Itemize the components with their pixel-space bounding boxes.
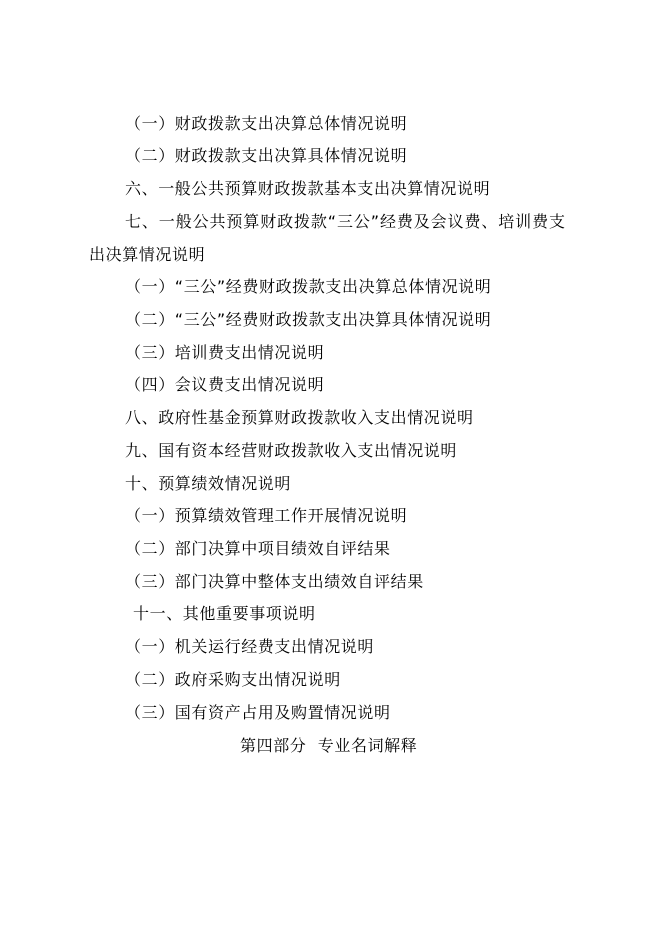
toc-item: 七、一般公共预算财政拨款“三公”经费及会议费、培训费支 <box>125 212 566 231</box>
toc-item: （三）部门决算中整体支出绩效自评结果 <box>125 572 424 591</box>
toc-item: 九、国有资本经营财政拨款收入支出情况说明 <box>125 441 458 460</box>
toc-item: （二）财政拨款支出决算具体情况说明 <box>125 146 408 165</box>
toc-item-continuation: 出决算情况说明 <box>89 245 206 264</box>
toc-item: （二）“三公”经费财政拨款支出决算具体情况说明 <box>125 310 492 329</box>
toc-item: （三）培训费支出情况说明 <box>125 343 325 362</box>
toc-item: （一）预算绩效管理工作开展情况说明 <box>125 506 408 525</box>
toc-item: 八、政府性基金预算财政拨款收入支出情况说明 <box>125 408 474 427</box>
toc-item: 六、一般公共预算财政拨款基本支出决算情况说明 <box>125 179 491 198</box>
toc-item: 十、预算绩效情况说明 <box>125 474 292 493</box>
toc-item: （三）国有资产占用及购置情况说明 <box>125 703 391 722</box>
toc-item: （一）机关运行经费支出情况说明 <box>125 637 375 656</box>
toc-item: （四）会议费支出情况说明 <box>125 375 325 394</box>
part-title: 第四部分 专业名词解释 <box>240 736 418 755</box>
toc-item: （二）政府采购支出情况说明 <box>125 670 341 689</box>
toc-item: （一）“三公”经费财政拨款支出决算总体情况说明 <box>125 277 492 296</box>
toc-item: 十一、其他重要事项说明 <box>133 604 316 623</box>
toc-item: （二）部门决算中项目绩效自评结果 <box>125 539 391 558</box>
toc-item: （一）财政拨款支出决算总体情况说明 <box>125 114 408 133</box>
